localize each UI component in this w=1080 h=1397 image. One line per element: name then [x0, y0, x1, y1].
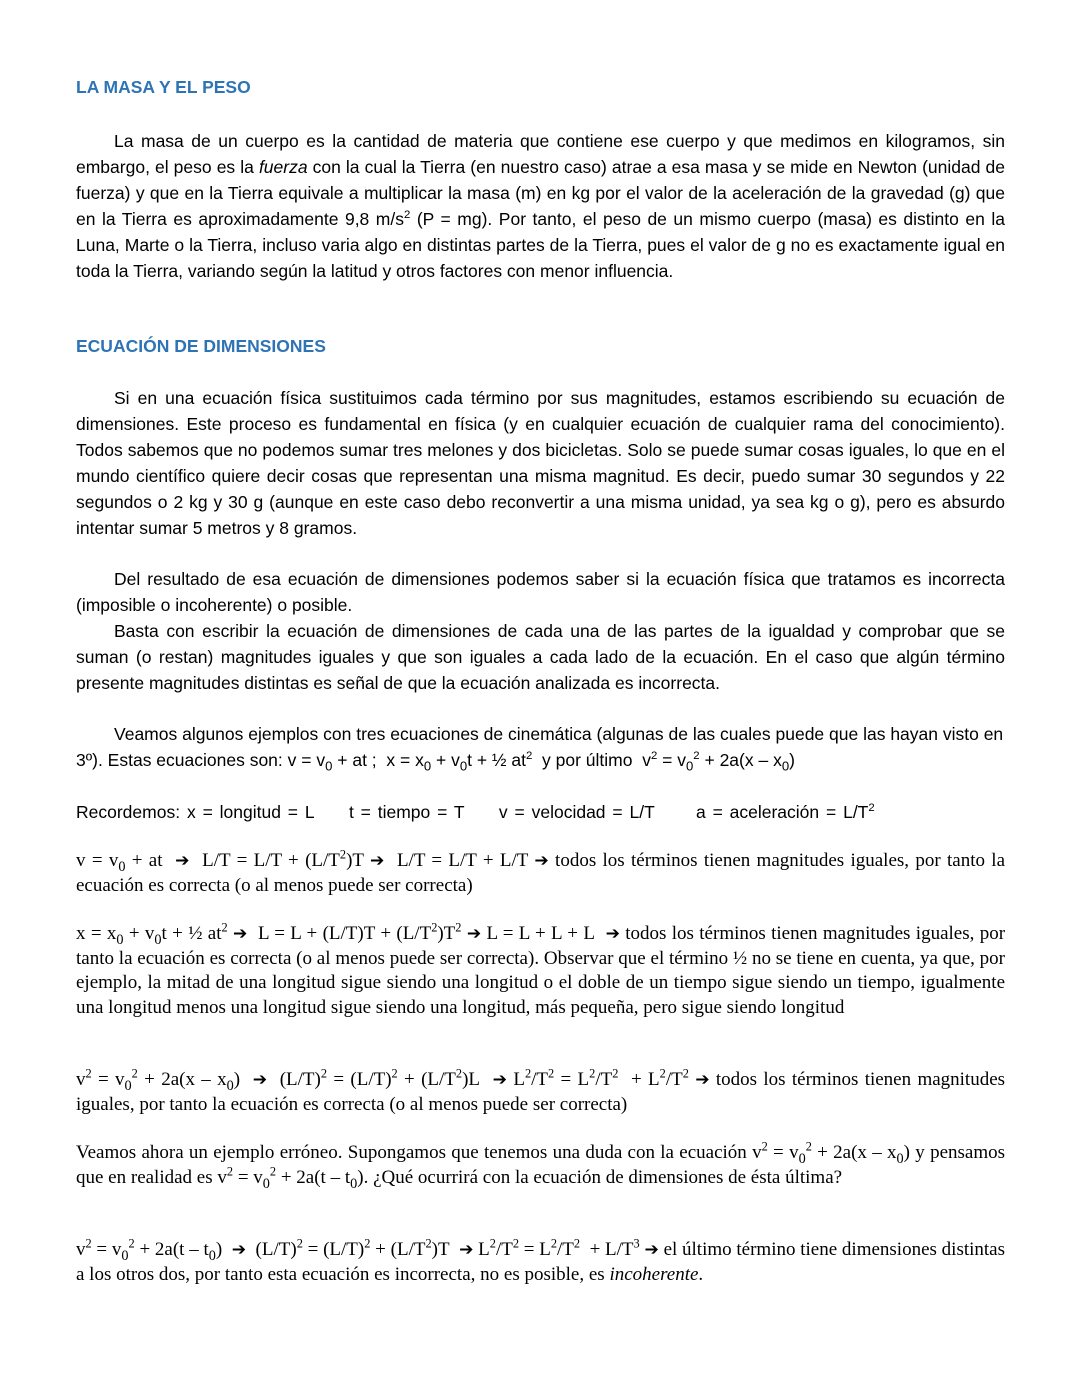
text-run: La masa de un cuerpo es la cantidad de materia que contiene ese cuerpo y que medimos en kilogramos, sin embargo, el peso es la	[76, 131, 1005, 177]
example-4-text: el último término tiene dimensiones distintas a los otros dos, por tanto esta ecuación es incorrecta, no es posible, es	[76, 1239, 1005, 1285]
example-1-text: todos los términos tienen magnitudes iguales, por tanto la ecuación es correcta (o al menos puede ser correcta)	[76, 850, 1006, 896]
recordemos-x: x = longitud = L	[186, 802, 315, 822]
paragraph-dimensiones-intro: Si en una ecuación física sustituimos cada término por sus magnitudes, estamos escribiendo su ecuación de dimensiones. Este proceso es fundamental en física (y en cualquier ecuación de cualquier rama del conocimiento). Todos sabemos que no podemos sumar tres melones y dos bicicletas. Solo se puede sumar cosas iguales, lo que en el mundo científico quiere decir cosas que representan una misma magnitud. Es decir, puedo sumar 30 segundos y 22 segundos o 2 kg y 30 g (aunque en este caso debo reconvertir a una misma unidad, ya sea kg o g), pero es absurdo intentar sumar 5 metros y 8 gramos.	[76, 388, 1005, 538]
paragraph-ejemplos: Veamos algunos ejemplos con tres ecuaciones de cinemática (algunas de las cuales puede que las hayan visto en 3º). Estas ecuaciones son: $v = v_0$ + at ; $x = x_0 + v_0t$ + ½ $at^2$ y por último $v^2 = v_0^2 + 2a(x - x_0)$	[76, 724, 1004, 774]
example-4: $v^2 = v_0^2 + 2a(t - t_0)$ ➔ $(L/T)^2 = (L/T)^2 + (L/T^2)T$ ➔ $L^2/T^2 = L^2/T^2 + L/T^3$ ➔ el último término tiene dimensiones distintas a los otros dos, por tanto esta ecuación es incorrecta, no es posible, es incoherente.	[76, 1236, 1005, 1285]
recordemos-a: a = aceleración = L/T	[695, 802, 869, 822]
example-3-text: todos los términos tienen magnitudes iguales, por tanto la ecuación es correcta (o al menos puede ser correcta)	[76, 1069, 1006, 1115]
paragraph-masa-peso	[76, 128, 1005, 284]
paragraph-ejemplo-erroneo: Veamos ahora un ejemplo erróneo. Supongamos que tenemos una duda con la ecuación $v^2 = v_0^2 + 2a(x - x_0)$ y pensamos que en realidad es $v^2 = v_0^2 + 2a(t - t_0)$. ¿Qué ocurrirá con la ecuación de dimensiones de ésta última?	[76, 1139, 1006, 1192]
emphasis-incoherente: incoherente	[609, 1263, 699, 1285]
example-2-text: todos los términos tienen magnitudes iguales, por tanto la ecuación es correcta (o al menos puede ser correcta). Observar que el término ½ no se tiene en cuenta, ya que, por ejemplo, la mitad de una longitud sigue siendo una longitud o el doble de un tiempo sigue siendo un tiempo, igualmente una longitud menos una longitud sigue siendo una longitud, más pequeña, pero sigue siendo longitud	[76, 923, 1006, 1018]
paragraph-basta: Basta con escribir la ecuación de dimensiones de cada una de las partes de la igualdad y comprobar que se suman (o restan) magnitudes iguales y que son iguales a cada lado de la ecuación. En el caso que algún término presente magnitudes distintas es señal de que la ecuación analizada es incorrecta.	[76, 621, 1005, 693]
text-run: y pensamos que en realidad es	[76, 1142, 1006, 1188]
example-1: $v = v_0$ + at ➔ $L/T = L/T + (L/T^2)T$ ➔ L/T = L/T + L/T ➔ todos los términos tienen magnitudes iguales, por tanto la ecuación es correcta (o al menos puede ser correcta)	[76, 847, 1006, 896]
text-run: Veamos algunos ejemplos con tres ecuaciones de cinemática (algunas de las cuales puede que las hayan visto en 3º). Estas ecuaciones son:	[76, 724, 1004, 770]
recordemos-t: t = tiempo = T	[348, 802, 465, 822]
recordemos-v: v = velocidad = L/T	[498, 802, 655, 822]
text-run: con la cual la Tierra (en nuestro caso) atrae a esa masa y se mide en Newton (unidad de fuerza) y que en la Tierra equivale a multiplicar la masa (m) en kg por el valor de la aceleración de la gravedad (g) que en la Tierra es aproximadamente 9,8 m/s	[76, 157, 1005, 229]
heading-ecuacion-dimensiones: ECUACIÓN DE DIMENSIONES	[76, 336, 326, 356]
heading-masa-peso: LA MASA Y EL PESO	[76, 77, 251, 97]
recordemos-line: Recordemos: x = longitud = L t = tiempo = T v = velocidad = L/T a = aceleración = $L/T^2$	[76, 802, 875, 822]
recordemos-label: Recordemos:	[76, 802, 181, 822]
text-run: . ¿Qué ocurrirá con la ecuación de dimensiones de ésta última?	[363, 1166, 843, 1188]
emphasis-fuerza: fuerza	[258, 157, 308, 177]
superscript: 2	[404, 209, 411, 222]
example-2: $x = x_0 + v_0t$ + ½ $at^2$ ➔ $L = L + (L/T)T + (L/T^2)T^2$ ➔ L = L + L + L ➔ todos los términos tienen magnitudes iguales, por tanto la ecuación es correcta (o al menos puede ser correcta). Observar que el término ½ no se tiene en cuenta, ya que, por ejemplo, la mitad de una longitud sigue siendo una longitud o el doble de un tiempo sigue siendo un tiempo, igualmente una longitud menos una longitud sigue siendo una longitud, más pequeña, pero sigue siendo longitud	[76, 920, 1006, 1018]
text-run: (P = mg). Por tanto, el peso de un mismo cuerpo (masa) es distinto en la Luna, Marte o la Tierra, incluso varia algo en distintas partes de la Tierra, pues el valor de g no es exactamente igual en toda la Tierra, variando según la latitud y otros factores con menor influencia.	[76, 209, 1005, 281]
text-run: Veamos ahora un ejemplo erróneo. Supongamos que tenemos una duda con la ecuación	[76, 1142, 747, 1163]
example-3: $v^2 = v_0^2 + 2a(x - x_0)$ ➔ $(L/T)^2 = (L/T)^2 + (L/T^2)L$ ➔ $L^2/T^2 = L^2/T^2 + L^2/T^2$ ➔ todos los términos tienen magnitudes iguales, por tanto la ecuación es correcta (o al menos puede ser correcta)	[76, 1066, 1006, 1115]
paragraph-resultado: Del resultado de esa ecuación de dimensiones podemos saber si la ecuación física que tratamos es incorrecta (imposible o incoherente) o posible.	[76, 569, 1005, 615]
